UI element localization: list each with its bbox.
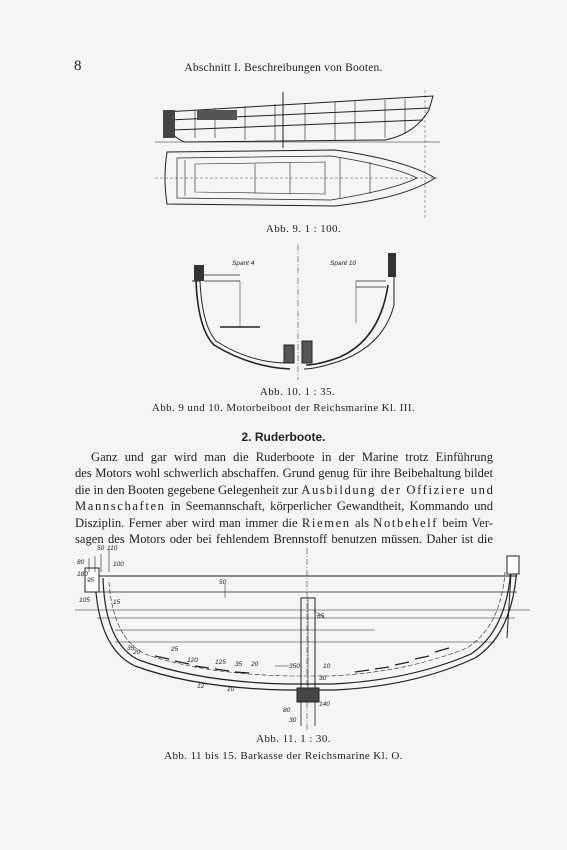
fig10-label-right: Spant 10	[330, 260, 357, 267]
body-line-3a: die in den Booten gegebene Gelegenheit zur	[75, 482, 302, 497]
fig11-dim: 120	[187, 657, 198, 664]
body-line-5	[75, 515, 493, 531]
body-text	[75, 449, 493, 547]
fig11-dim: 10	[323, 663, 331, 670]
fig11-dim: 35	[235, 661, 243, 668]
fig11-dim: 80	[77, 559, 85, 566]
fig11-barkasse-drawing	[75, 538, 530, 733]
fig11-dim: 140	[319, 701, 330, 708]
fig11-dim: 30	[319, 675, 327, 682]
page-number: 8	[74, 58, 82, 74]
fig10-caption: Abb. 10. 1 : 35.	[259, 386, 336, 398]
fig11-dim: 125	[215, 659, 226, 666]
fig9-motorboat-drawing	[155, 90, 440, 220]
body-line-4a: Mannschaften	[75, 499, 166, 514]
fig11-dim: 80	[283, 707, 291, 714]
body-line-3b: Ausbildung der Offiziere und	[301, 482, 495, 497]
body-line-4	[75, 498, 493, 514]
fig11-dim: 15	[113, 599, 121, 606]
fig10-label-left: Spant 4	[232, 260, 255, 267]
fig11-dim: 100	[113, 561, 124, 568]
body-line-5a: Disziplin. Ferner aber wird man immer die	[75, 515, 302, 530]
fig11-caption: Abb. 11. 1 : 30.	[256, 733, 331, 745]
fig11-dim: 35	[127, 645, 135, 652]
fig11-dim: 350	[289, 663, 300, 670]
fig11-dim: 105	[79, 597, 90, 604]
body-line-2: des Motors wohl schwerlich abschaffen. Grund genug für ihre Beibehaltung bildet	[75, 466, 493, 481]
fig11-dim: 95	[87, 577, 95, 584]
fig11-dim: 12	[197, 683, 205, 690]
body-line-6: sagen des Motors oder bei fehlendem Brennstoff benutzen müssen. Daher ist die	[75, 532, 493, 547]
body-line-5d: Notbehelf	[373, 515, 439, 530]
body-line-5e: beim Ver-	[438, 515, 493, 530]
section-heading: 2. Ruderboote.	[241, 430, 326, 444]
fig11-dim: 50	[97, 545, 105, 552]
fig10-cross-section	[180, 245, 420, 380]
fig11-dim: 65	[317, 613, 325, 620]
fig11-dim: 50	[219, 579, 227, 586]
fig11-dim: 30	[289, 717, 297, 724]
fig11-dim: 10	[227, 686, 235, 693]
body-line-4b: in Seemannschaft, körperlicher Gewandtheit, Kommando und	[165, 499, 493, 514]
body-line-1: Ganz und gar wird man die Ruderboote in der Marine trotz Einführung	[91, 450, 493, 464]
fig11-dim: 180	[77, 571, 88, 578]
fig11-15-caption: Abb. 11 bis 15. Barkasse der Reichsmarine Kl. O.	[164, 750, 403, 762]
fig11-dim: 25	[171, 646, 179, 653]
body-line-3	[75, 482, 493, 498]
fig9-10-caption: Abb. 9 und 10. Motorbeiboot der Reichsmarine Kl. III.	[151, 402, 416, 414]
body-line-5b: Riemen	[301, 515, 351, 530]
body-line-5c: als	[350, 515, 374, 530]
running-head: Abschnitt I. Beschreibungen von Booten.	[184, 62, 383, 74]
fig11-dim: 20	[251, 661, 259, 668]
fig9-caption: Abb. 9. 1 : 100.	[265, 223, 342, 235]
fig11-dim: 20	[133, 649, 141, 656]
fig11-dim: 110	[107, 545, 118, 552]
